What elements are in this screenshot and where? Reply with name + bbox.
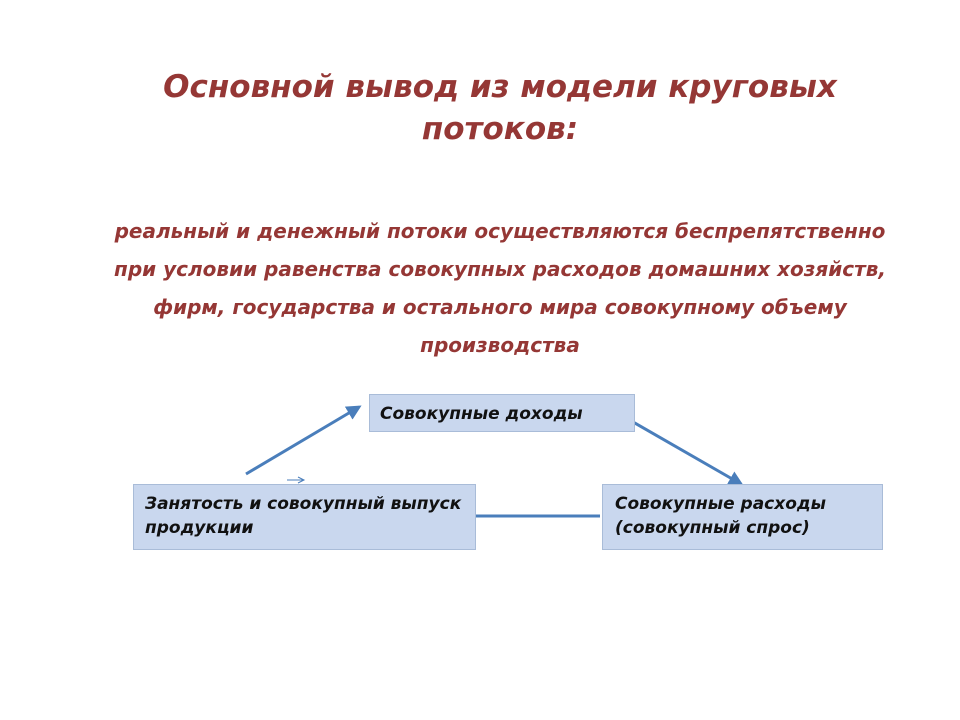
slide-title: Основной вывод из модели круговых потоков:: [163, 69, 837, 147]
slide-conclusion: реальный и денежный потоки осуществляются беспрепятственно при условии равенства совокупных расходов домашних хозяйств, фирм, государства и остального мира совокупному объему производства: [114, 219, 886, 357]
employment-box: Занятость и совокупный выпуск продукции: [133, 484, 476, 550]
small-arrow-mark: [287, 477, 304, 483]
income-box: Совокупные доходы: [369, 394, 635, 432]
arrow-income-to-expenditure: [626, 418, 741, 484]
expenditure-box: Совокупные расходы (совокупный спрос): [602, 484, 883, 550]
arrow-employment-to-income: [246, 407, 359, 474]
